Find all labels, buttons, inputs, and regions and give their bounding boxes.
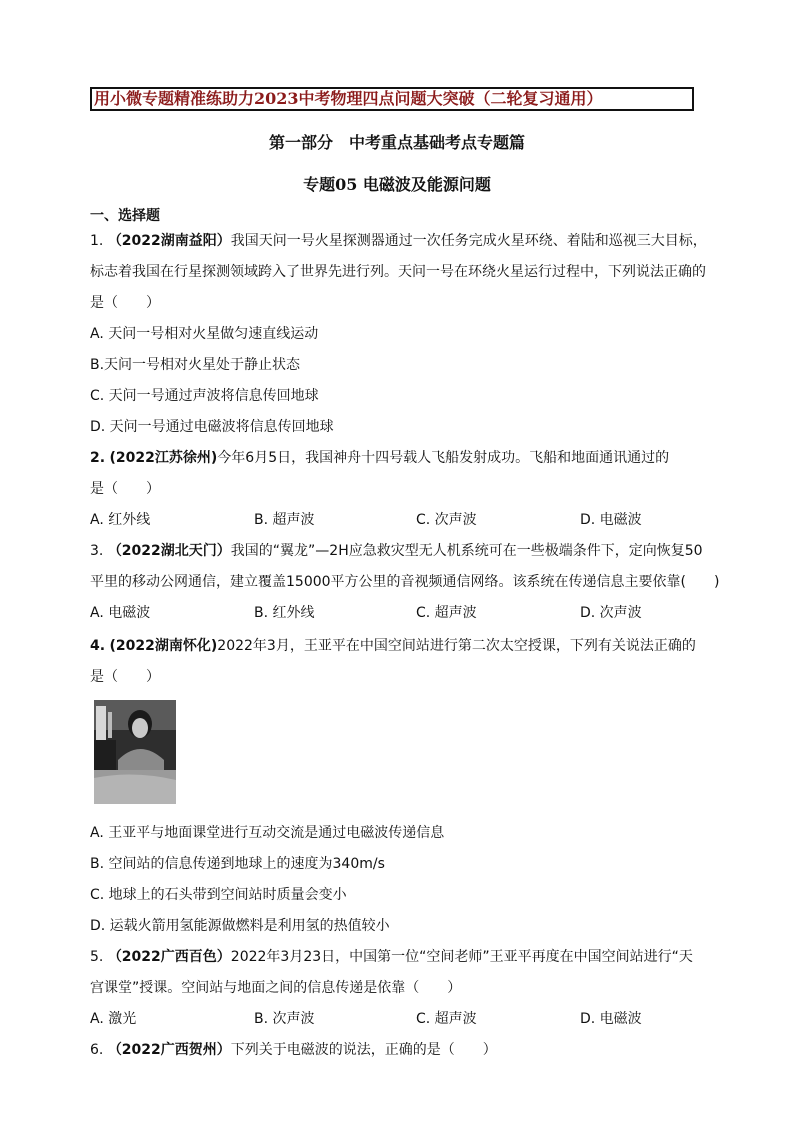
question-source: (2022江苏徐州) (109, 450, 218, 466)
question-number: 1. (90, 233, 104, 249)
option-b: B. 空间站的信息传递到地球上的速度为340m/s (90, 856, 385, 872)
question-text: 下列关于电磁波的说法，正确的是（ ） (230, 1042, 497, 1058)
question-1-line-3: 是（ ） (90, 295, 160, 311)
question-number: 6. (90, 1042, 104, 1058)
photo-illustration (94, 700, 176, 804)
option-c: C. 天问一号通过声波将信息传回地球 (90, 388, 319, 404)
question-source: （2022广西贺州） (107, 1042, 231, 1058)
question-5-line-2: 宫课堂”授课。空间站与地面之间的信息传递是依靠（ ） (90, 980, 462, 996)
question-number: 3. (90, 543, 104, 559)
question-source: （2022广西百色） (107, 949, 231, 965)
question-text: 我国天问一号火星探测器通过一次任务完成火星环绕、着陆和巡视三大目标， (230, 233, 707, 249)
question-source: （2022湖北天门） (107, 543, 231, 559)
question-source: (2022湖南怀化) (109, 638, 218, 654)
question-text: 2022年3月，王亚平在中国空间站进行第二次太空授课，下列有关说法正确的 (217, 638, 696, 654)
topic-title: 专题05 电磁波及能源问题 (303, 175, 491, 194)
series-banner: 用小微专题精准练助力2023中考物理四点问题大突破（二轮复习通用） (90, 87, 694, 111)
option-d: D. 运载火箭用氢能源做燃料是利用氢的热值较小 (90, 918, 390, 934)
question-2 (90, 447, 669, 467)
option-a: A. 红外线 (90, 512, 151, 528)
option-b: B.天问一号相对火星处于静止状态 (90, 357, 301, 373)
option-a: A. 激光 (90, 1011, 137, 1027)
section-heading: 一、选择题 (90, 208, 160, 224)
question-source: （2022湖南益阳） (107, 233, 231, 249)
option-c: C. 超声波 (416, 605, 477, 621)
astronaut-photo (94, 700, 176, 804)
question-2-line-2: 是（ ） (90, 481, 160, 497)
option-c: C. 地球上的石头带到空间站时质量会变小 (90, 887, 347, 903)
question-6 (90, 1039, 497, 1059)
part-title: 第一部分 中考重点基础考点专题篇 (268, 133, 525, 152)
option-d: D. 电磁波 (580, 1011, 642, 1027)
question-text: 2022年3月23日，中国第一位“空间老师”王亚平再度在中国空间站进行“天 (230, 949, 693, 965)
option-a: A. 王亚平与地面课堂进行互动交流是通过电磁波传递信息 (90, 825, 445, 841)
option-c: C. 超声波 (416, 1011, 477, 1027)
option-c: C. 次声波 (416, 512, 477, 528)
question-1-line-2: 标志着我国在行星探测领域跨入了世界先进行列。天问一号在环绕火星运行过程中，下列说法正确的 (90, 264, 706, 280)
option-d: D. 电磁波 (580, 512, 642, 528)
question-3 (90, 540, 703, 560)
question-number: 2. (90, 450, 106, 466)
question-1 (90, 230, 707, 250)
option-d: D. 次声波 (580, 605, 642, 621)
option-b: B. 次声波 (254, 1011, 315, 1027)
option-a: A. 电磁波 (90, 605, 151, 621)
question-number: 4. (90, 638, 106, 654)
option-a: A. 天问一号相对火星做匀速直线运动 (90, 326, 319, 342)
question-number: 5. (90, 949, 104, 965)
question-4 (90, 635, 696, 655)
question-text: 今年6月5日，我国神舟十四号载人飞船发射成功。飞船和地面通讯通过的 (217, 450, 670, 466)
question-text: 我国的“翼龙”—2H应急救灾型无人机系统可在一些极端条件下，定向恢复50 (230, 543, 703, 559)
question-3-line-2: 平里的移动公网通信，建立覆盖15000平方公里的音视频通信网络。该系统在传递信息主要依靠( ) (90, 574, 720, 590)
question-4-line-2: 是（ ） (90, 669, 160, 685)
option-d: D. 天问一号通过电磁波将信息传回地球 (90, 419, 334, 435)
option-b: B. 超声波 (254, 512, 315, 528)
option-b: B. 红外线 (254, 605, 315, 621)
question-5 (90, 946, 693, 966)
